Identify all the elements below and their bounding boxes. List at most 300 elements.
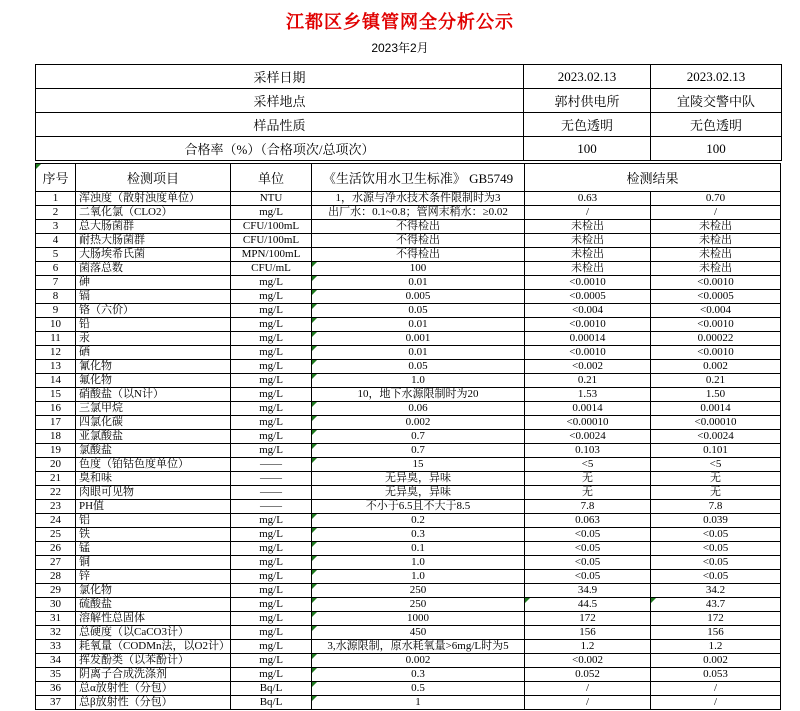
result-sample-1-text: <0.0010 bbox=[569, 276, 606, 288]
row-number bbox=[36, 416, 76, 430]
standard-limit bbox=[312, 682, 525, 696]
result-sample-1-text: <0.05 bbox=[574, 570, 601, 582]
green-corner-indicator bbox=[312, 276, 317, 281]
table-row bbox=[36, 192, 781, 206]
unit bbox=[231, 388, 312, 402]
standard-limit bbox=[312, 444, 525, 458]
result-sample-1-text: 无 bbox=[582, 472, 593, 484]
unit-text: mg/L bbox=[259, 430, 283, 442]
item-name bbox=[76, 332, 231, 346]
result-sample-1 bbox=[525, 612, 651, 626]
row-number bbox=[36, 192, 76, 206]
row-number-text: 22 bbox=[50, 486, 61, 498]
unit-text: mg/L bbox=[259, 556, 283, 568]
row-number bbox=[36, 598, 76, 612]
result-sample-2 bbox=[651, 430, 781, 444]
item-name-text: 溶解性总固体 bbox=[79, 612, 145, 624]
green-corner-indicator bbox=[312, 584, 317, 589]
standard-limit bbox=[312, 472, 525, 486]
unit-text: mg/L bbox=[259, 374, 283, 386]
result-sample-2 bbox=[651, 290, 781, 304]
result-sample-1 bbox=[525, 458, 651, 472]
standard-limit-text: 0.01 bbox=[408, 318, 428, 330]
table-row bbox=[36, 430, 781, 444]
row-number bbox=[36, 458, 76, 472]
unit-text: mg/L bbox=[259, 542, 283, 554]
standard-limit-text: 不得检出 bbox=[396, 234, 440, 246]
item-name-text: 肉眼可见物 bbox=[79, 486, 134, 498]
table-row bbox=[36, 458, 781, 472]
table-row bbox=[36, 668, 781, 682]
row-number-text: 26 bbox=[50, 542, 61, 554]
standard-limit bbox=[312, 500, 525, 514]
item-name-text: 铜 bbox=[79, 556, 90, 568]
result-sample-2 bbox=[651, 626, 781, 640]
standard-limit-text: 0.06 bbox=[408, 402, 428, 414]
result-sample-2 bbox=[651, 374, 781, 388]
unit-text: mg/L bbox=[259, 528, 283, 540]
unit bbox=[231, 262, 312, 276]
result-sample-1-text: <0.002 bbox=[572, 654, 603, 666]
unit-text: Bq/L bbox=[259, 682, 283, 694]
result-sample-1 bbox=[525, 304, 651, 318]
row-number-text: 36 bbox=[50, 682, 61, 694]
result-sample-1 bbox=[525, 318, 651, 332]
unit bbox=[231, 402, 312, 416]
result-sample-2 bbox=[651, 472, 781, 486]
item-name bbox=[76, 276, 231, 290]
green-corner-indicator bbox=[312, 430, 317, 435]
unit bbox=[231, 696, 312, 710]
sampling-location-sample-2: 宜陵交警中队 bbox=[651, 89, 782, 113]
result-sample-1 bbox=[525, 570, 651, 584]
row-number-text: 4 bbox=[52, 234, 59, 246]
standard-limit-text: 1.0 bbox=[411, 374, 425, 386]
result-sample-1 bbox=[525, 206, 651, 220]
unit bbox=[231, 570, 312, 584]
pass-rate-sample-1: 100 bbox=[524, 137, 651, 161]
item-name-text: 砷 bbox=[79, 276, 90, 288]
result-sample-2 bbox=[651, 682, 781, 696]
unit bbox=[231, 206, 312, 220]
standard-limit-text: 0.5 bbox=[411, 682, 425, 694]
table-row bbox=[36, 682, 781, 696]
standard-limit bbox=[312, 528, 525, 542]
standard-limit-text: 250 bbox=[409, 584, 427, 596]
unit bbox=[231, 458, 312, 472]
standard-limit-text: 15 bbox=[412, 458, 424, 470]
result-sample-2-text: 未检出 bbox=[699, 220, 732, 232]
green-corner-indicator bbox=[312, 332, 317, 337]
unit bbox=[231, 416, 312, 430]
unit-text: mg/L bbox=[259, 318, 283, 330]
table-row bbox=[36, 570, 781, 584]
result-sample-1-text: 未检出 bbox=[571, 248, 604, 260]
standard-limit-text: 1 bbox=[415, 696, 421, 708]
item-name bbox=[76, 430, 231, 444]
standard-limit bbox=[312, 696, 525, 710]
standard-limit bbox=[312, 584, 525, 598]
unit-text: CFU/100mL bbox=[242, 220, 300, 232]
result-sample-1-text: <0.0024 bbox=[569, 430, 606, 442]
result-sample-2 bbox=[651, 346, 781, 360]
standard-limit bbox=[312, 220, 525, 234]
item-name-text: 铝 bbox=[79, 514, 90, 526]
row-number bbox=[36, 360, 76, 374]
col-header-no-label: 序号 bbox=[42, 171, 69, 186]
green-corner-indicator bbox=[651, 598, 656, 603]
sample-nature-sample-1: 无色透明 bbox=[524, 113, 651, 137]
unit-text: mg/L bbox=[259, 402, 283, 414]
tables-wrapper bbox=[35, 64, 780, 710]
item-name-text: 三氯甲烷 bbox=[79, 402, 123, 414]
sampling-date-sample-2: 2023.02.13 bbox=[651, 65, 782, 89]
result-sample-1-text: <0.05 bbox=[574, 556, 601, 568]
result-sample-1 bbox=[525, 360, 651, 374]
row-number-text: 12 bbox=[50, 346, 61, 358]
row-number bbox=[36, 430, 76, 444]
result-sample-1 bbox=[525, 654, 651, 668]
result-sample-2-text: <5 bbox=[709, 458, 722, 470]
item-name-text: PH值 bbox=[79, 500, 105, 512]
table-row bbox=[36, 444, 781, 458]
item-name-text: 耐热大肠菌群 bbox=[79, 234, 145, 246]
row-number-text: 35 bbox=[50, 668, 61, 680]
standard-limit-text: 不得检出 bbox=[396, 248, 440, 260]
green-corner-indicator bbox=[312, 514, 317, 519]
row-number-text: 29 bbox=[50, 584, 61, 596]
row-number-text: 33 bbox=[50, 640, 61, 652]
item-name bbox=[76, 570, 231, 584]
item-name-text: 锰 bbox=[79, 542, 90, 554]
row-number bbox=[36, 374, 76, 388]
result-sample-1 bbox=[525, 542, 651, 556]
unit bbox=[231, 584, 312, 598]
result-sample-2-text: / bbox=[713, 682, 718, 694]
item-name-text: 二氧化氯（CLO2） bbox=[79, 206, 173, 218]
col-header-result bbox=[525, 164, 781, 192]
table-row bbox=[36, 626, 781, 640]
result-sample-2-text: 0.21 bbox=[705, 374, 726, 386]
table-row bbox=[36, 542, 781, 556]
standard-limit-text: 0.3 bbox=[411, 668, 425, 680]
page-subtitle: 2023年2月 bbox=[371, 41, 429, 55]
unit-text: mg/L bbox=[259, 276, 283, 288]
result-sample-2 bbox=[651, 262, 781, 276]
unit bbox=[231, 248, 312, 262]
row-number-text: 5 bbox=[52, 248, 59, 260]
result-sample-2-text: <0.00010 bbox=[694, 416, 737, 428]
standard-limit bbox=[312, 332, 525, 346]
result-sample-2 bbox=[651, 556, 781, 570]
row-number-text: 2 bbox=[52, 206, 59, 218]
item-name-text: 耗氧量（CODMn法，以O2计） bbox=[79, 640, 230, 652]
result-sample-1 bbox=[525, 234, 651, 248]
row-number-text: 15 bbox=[50, 388, 61, 400]
result-sample-2 bbox=[651, 528, 781, 542]
result-sample-2 bbox=[651, 542, 781, 556]
table-row bbox=[36, 500, 781, 514]
unit bbox=[231, 318, 312, 332]
unit-text: NTU bbox=[259, 192, 283, 204]
table-row bbox=[36, 262, 781, 276]
table-row bbox=[36, 472, 781, 486]
result-sample-1 bbox=[525, 486, 651, 500]
unit bbox=[231, 332, 312, 346]
result-sample-2 bbox=[651, 206, 781, 220]
green-corner-indicator bbox=[312, 290, 317, 295]
result-sample-1 bbox=[525, 248, 651, 262]
table-row bbox=[36, 248, 781, 262]
row-number-text: 23 bbox=[50, 500, 61, 512]
standard-limit bbox=[312, 388, 525, 402]
row-number bbox=[36, 500, 76, 514]
item-name bbox=[76, 458, 231, 472]
unit bbox=[231, 626, 312, 640]
result-sample-1 bbox=[525, 556, 651, 570]
item-name-text: 铅 bbox=[79, 318, 90, 330]
unit bbox=[231, 682, 312, 696]
unit-text: —— bbox=[260, 500, 282, 512]
row-number-text: 28 bbox=[50, 570, 61, 582]
unit-text: mg/L bbox=[259, 668, 283, 680]
item-name-text: 大肠埃希氏菌 bbox=[79, 248, 145, 260]
unit-text: mg/L bbox=[259, 612, 283, 624]
table-row bbox=[36, 332, 781, 346]
item-name bbox=[76, 626, 231, 640]
result-sample-1 bbox=[525, 192, 651, 206]
result-sample-2-text: 43.7 bbox=[705, 598, 726, 610]
item-name-text: 氯化物 bbox=[79, 584, 112, 596]
green-corner-indicator bbox=[312, 598, 317, 603]
result-sample-2 bbox=[651, 192, 781, 206]
row-number-text: 24 bbox=[50, 514, 61, 526]
standard-limit bbox=[312, 654, 525, 668]
result-sample-1 bbox=[525, 668, 651, 682]
result-sample-2 bbox=[651, 388, 781, 402]
column-header-row bbox=[36, 164, 781, 192]
result-sample-2-text: 0.039 bbox=[703, 514, 728, 526]
result-sample-2-text: <0.0024 bbox=[697, 430, 734, 442]
green-corner-indicator bbox=[312, 626, 317, 631]
result-sample-1-text: 1.53 bbox=[577, 388, 598, 400]
row-number bbox=[36, 542, 76, 556]
unit-text: mg/L bbox=[259, 514, 283, 526]
table-row bbox=[36, 206, 781, 220]
result-sample-2 bbox=[651, 318, 781, 332]
item-name bbox=[76, 472, 231, 486]
table-row bbox=[36, 584, 781, 598]
item-name bbox=[76, 640, 231, 654]
item-name bbox=[76, 388, 231, 402]
col-header-item-label: 检测项目 bbox=[126, 171, 179, 186]
standard-limit-text: 0.05 bbox=[408, 360, 428, 372]
item-name-text: 亚氯酸盐 bbox=[79, 430, 123, 442]
item-name-text: 色度（铂钴色度单位） bbox=[79, 458, 189, 470]
result-sample-1 bbox=[525, 640, 651, 654]
result-sample-2-text: 0.0014 bbox=[700, 402, 731, 414]
result-sample-2-text: / bbox=[713, 696, 718, 708]
item-name-text: 硝酸盐（以N计） bbox=[79, 388, 164, 400]
unit bbox=[231, 612, 312, 626]
standard-limit bbox=[312, 360, 525, 374]
row-number-text: 10 bbox=[50, 318, 61, 330]
item-name-text: 总硬度（以CaCO3计） bbox=[79, 626, 189, 638]
table-row bbox=[36, 654, 781, 668]
table-row bbox=[36, 290, 781, 304]
standard-limit bbox=[312, 290, 525, 304]
result-sample-2-text: <0.0010 bbox=[697, 346, 734, 358]
unit-text: mg/L bbox=[259, 416, 283, 428]
result-sample-2-text: 172 bbox=[707, 612, 724, 624]
result-sample-2 bbox=[651, 458, 781, 472]
row-number bbox=[36, 640, 76, 654]
table-row bbox=[36, 696, 781, 710]
table-row bbox=[36, 374, 781, 388]
unit bbox=[231, 276, 312, 290]
item-name bbox=[76, 486, 231, 500]
result-sample-1 bbox=[525, 332, 651, 346]
result-sample-2-text: <0.004 bbox=[700, 304, 731, 316]
result-sample-2 bbox=[651, 598, 781, 612]
green-corner-indicator bbox=[312, 570, 317, 575]
item-name bbox=[76, 318, 231, 332]
row-number bbox=[36, 206, 76, 220]
result-sample-1-text: 1.2 bbox=[580, 640, 595, 652]
item-name bbox=[76, 668, 231, 682]
item-name bbox=[76, 248, 231, 262]
item-name bbox=[76, 584, 231, 598]
standard-limit bbox=[312, 514, 525, 528]
unit-text: mg/L bbox=[259, 654, 283, 666]
row-number bbox=[36, 514, 76, 528]
row-number-text: 1 bbox=[52, 192, 59, 204]
row-number-text: 13 bbox=[50, 360, 61, 372]
result-sample-1 bbox=[525, 584, 651, 598]
green-corner-indicator bbox=[312, 528, 317, 533]
standard-limit bbox=[312, 206, 525, 220]
item-name bbox=[76, 220, 231, 234]
row-number-text: 20 bbox=[50, 458, 61, 470]
unit-text: mg/L bbox=[259, 360, 283, 372]
standard-limit bbox=[312, 192, 525, 206]
standard-limit bbox=[312, 262, 525, 276]
result-sample-2-text: <0.05 bbox=[702, 556, 729, 568]
standard-limit-text: 1.0 bbox=[411, 570, 425, 582]
result-sample-1-text: <5 bbox=[581, 458, 594, 470]
result-sample-1-text: 0.21 bbox=[577, 374, 598, 386]
standard-limit bbox=[312, 598, 525, 612]
item-name bbox=[76, 500, 231, 514]
table-row bbox=[36, 640, 781, 654]
item-name bbox=[76, 346, 231, 360]
unit-text: mg/L bbox=[259, 626, 283, 638]
standard-limit-text: 无异臭，异味 bbox=[385, 486, 451, 498]
item-name bbox=[76, 682, 231, 696]
row-number-text: 25 bbox=[50, 528, 61, 540]
row-number bbox=[36, 220, 76, 234]
unit bbox=[231, 290, 312, 304]
result-sample-1 bbox=[525, 262, 651, 276]
row-number bbox=[36, 556, 76, 570]
sample-nature-sample-2: 无色透明 bbox=[651, 113, 782, 137]
col-header-unit-label: 单位 bbox=[257, 171, 284, 186]
result-sample-2-text: <0.05 bbox=[702, 528, 729, 540]
table-row bbox=[36, 402, 781, 416]
standard-limit-text: 100 bbox=[409, 262, 427, 274]
result-sample-1-text: 未检出 bbox=[571, 220, 604, 232]
result-sample-1-text: 34.9 bbox=[577, 584, 598, 596]
item-name bbox=[76, 192, 231, 206]
unit bbox=[231, 556, 312, 570]
unit bbox=[231, 472, 312, 486]
standard-limit-text: 0.3 bbox=[411, 528, 425, 540]
result-sample-1 bbox=[525, 500, 651, 514]
item-name bbox=[76, 206, 231, 220]
info-row-sample-nature bbox=[36, 113, 782, 137]
row-number bbox=[36, 304, 76, 318]
row-number-text: 18 bbox=[50, 430, 61, 442]
item-name bbox=[76, 402, 231, 416]
result-sample-2-text: 未检出 bbox=[699, 234, 732, 246]
result-sample-1-text: <0.05 bbox=[574, 528, 601, 540]
col-header-no bbox=[36, 164, 76, 192]
standard-limit-text: 0.01 bbox=[408, 276, 428, 288]
item-name-text: 阴离子合成洗涤剂 bbox=[79, 668, 167, 680]
result-sample-2-text: 0.002 bbox=[703, 360, 728, 372]
result-sample-2 bbox=[651, 444, 781, 458]
result-sample-1 bbox=[525, 276, 651, 290]
row-number-text: 16 bbox=[50, 402, 61, 414]
sampling-date-sample-1: 2023.02.13 bbox=[524, 65, 651, 89]
green-corner-indicator bbox=[312, 318, 317, 323]
green-corner-indicator bbox=[525, 598, 530, 603]
result-sample-1-text: 44.5 bbox=[577, 598, 598, 610]
row-number-text: 6 bbox=[52, 262, 59, 274]
table-row bbox=[36, 346, 781, 360]
row-number bbox=[36, 248, 76, 262]
standard-limit bbox=[312, 542, 525, 556]
item-name bbox=[76, 360, 231, 374]
row-number bbox=[36, 234, 76, 248]
unit bbox=[231, 668, 312, 682]
table-row bbox=[36, 514, 781, 528]
standard-limit bbox=[312, 402, 525, 416]
standard-limit bbox=[312, 248, 525, 262]
item-name bbox=[76, 374, 231, 388]
standard-limit-text: 0.002 bbox=[405, 654, 431, 666]
result-sample-1 bbox=[525, 598, 651, 612]
standard-limit-text: 250 bbox=[409, 598, 427, 610]
table-row bbox=[36, 528, 781, 542]
result-sample-2 bbox=[651, 514, 781, 528]
standard-limit bbox=[312, 234, 525, 248]
results-tbody bbox=[36, 192, 781, 710]
result-sample-2-text: 0.70 bbox=[705, 192, 726, 204]
result-sample-2 bbox=[651, 570, 781, 584]
standard-limit bbox=[312, 430, 525, 444]
standard-limit-text: 450 bbox=[409, 626, 427, 638]
unit bbox=[231, 598, 312, 612]
table-row bbox=[36, 556, 781, 570]
green-corner-indicator bbox=[312, 402, 317, 407]
item-name bbox=[76, 514, 231, 528]
result-sample-1-text: 未检出 bbox=[571, 234, 604, 246]
row-number bbox=[36, 262, 76, 276]
table-row bbox=[36, 486, 781, 500]
result-sample-1-text: 0.103 bbox=[575, 444, 600, 456]
standard-limit-text: 出厂水：0.1~0.8；管网末稍水：≥0.02 bbox=[328, 206, 508, 218]
